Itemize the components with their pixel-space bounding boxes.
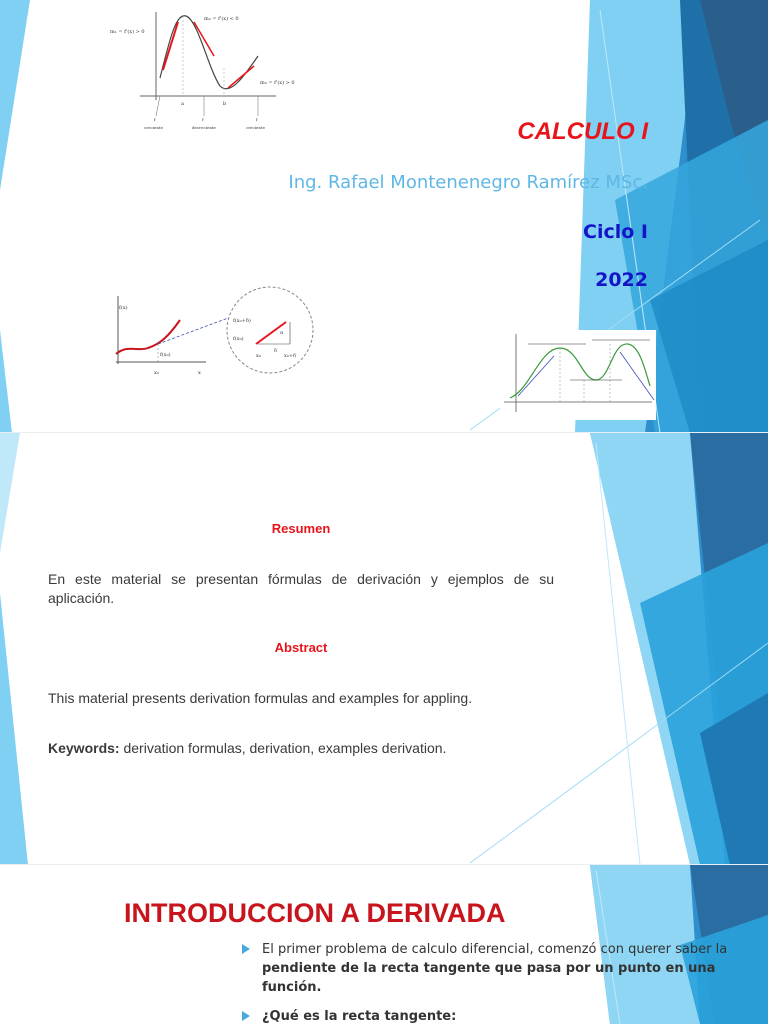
fx0-delta-label: f(x₀+δ) — [233, 318, 251, 324]
resumen-heading: Resumen — [271, 521, 331, 536]
bullet-1 — [262, 940, 742, 997]
f2-label: f — [202, 117, 204, 122]
fx-axis-label: f(x) — [119, 305, 128, 311]
x0-zoom-label: x₀ — [256, 353, 261, 359]
fx0-zoom-label: f(x₀) — [233, 336, 244, 342]
x-axis-label: x — [198, 370, 201, 376]
resumen-text: En este material se presentan fórmulas de derivación y ejemplos de su aplicación. — [48, 571, 554, 606]
keywords-line — [48, 739, 554, 758]
title-slide — [0, 0, 768, 433]
keywords-label: Keywords: — [48, 740, 120, 756]
m1-label: m₁ = f'(x) > 0 — [110, 29, 145, 35]
abstract-slide — [0, 433, 768, 865]
intro-title: INTRODUCCION A DERIVADA — [124, 898, 506, 928]
abstract-text: This material presents derivation formulas and examples for appling. — [48, 690, 473, 706]
year-label: 2022 — [595, 269, 648, 291]
bullet-1-bold: pendiente de la recta tangente que pasa por un punto en una función. — [262, 961, 716, 995]
x0-delta-zoom-label: x₀+δ — [284, 353, 297, 359]
creciente-1-label: creciente — [144, 125, 163, 130]
creciente-2-label: creciente — [246, 125, 265, 130]
f1-label: f — [154, 117, 156, 122]
point-b-label: b — [223, 101, 227, 107]
sine-tangents-figure — [500, 330, 656, 420]
abstract-heading: Abstract — [274, 640, 328, 655]
m2-label: m₂ = f'(x) < 0 — [204, 16, 239, 22]
x0-label: x₀ — [154, 370, 159, 376]
bullet-arrow-icon — [242, 944, 250, 954]
delta-label: δ — [274, 348, 278, 354]
alpha-label: α — [280, 330, 284, 336]
fx0-label: f(x₀) — [160, 352, 171, 358]
m3-label: m₃ = f'(x) > 0 — [260, 80, 295, 86]
bullet-1-text: El primer problema de calculo diferencial, comenzó con querer saber la — [262, 942, 728, 957]
increasing-decreasing-figure — [108, 8, 295, 134]
author-name: Ing. Rafael Montenenegro Ramírez MSc. — [288, 172, 648, 193]
cycle-label: Ciclo I — [583, 221, 648, 243]
tangent-zoom-figure — [108, 282, 314, 378]
bullet-2-bold: ¿Qué es la recta tangente: — [262, 1009, 457, 1024]
course-title: CALCULO I — [517, 118, 648, 145]
bullet-2 — [262, 1007, 742, 1026]
f3-label: f — [256, 117, 258, 122]
intro-slide — [0, 865, 768, 1024]
point-a-label: a — [181, 101, 184, 107]
bullet-arrow-icon — [242, 1011, 250, 1021]
keywords-text: derivation formulas, derivation, examples derivation. — [119, 740, 447, 756]
decreciente-label: decreciente — [192, 125, 216, 130]
